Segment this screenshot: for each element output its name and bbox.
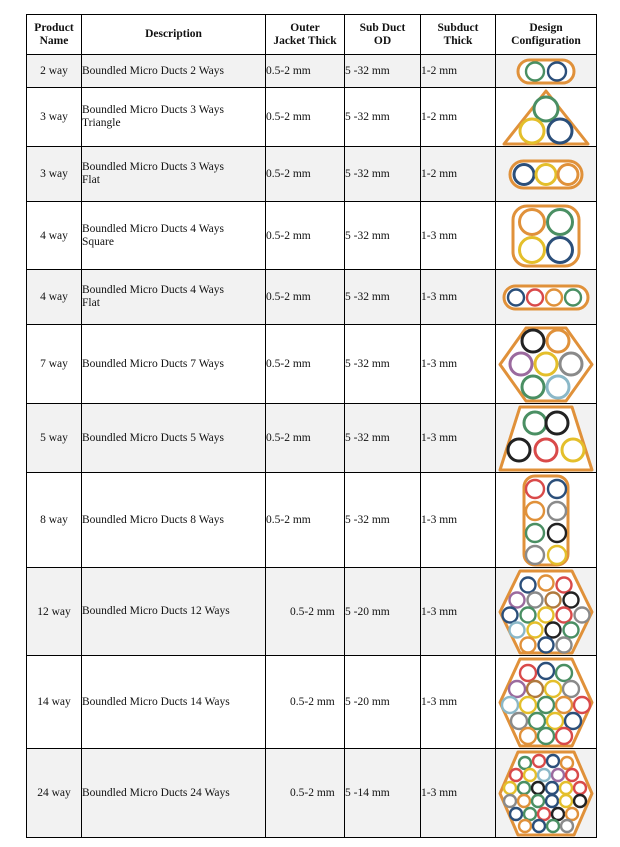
header-product-name: Product Name (27, 15, 82, 55)
table-row (27, 325, 597, 404)
description: Boundled Micro Ducts 3 Ways Flat (82, 147, 266, 202)
subduct-circle (560, 353, 582, 375)
table-row (27, 656, 597, 749)
sub-duct-od: 5 -32 mm (345, 147, 421, 202)
subduct-circle (508, 439, 530, 461)
subduct-circle (527, 289, 543, 305)
subduct-circle (548, 524, 566, 542)
subduct-circle (526, 546, 544, 564)
subduct-circle (557, 637, 572, 652)
subduct-circle (532, 782, 544, 794)
sub-duct-od: 5 -32 mm (345, 88, 421, 147)
subduct-circle (574, 782, 586, 794)
product-name: 7 way (27, 325, 82, 404)
sub-duct-od: 5 -32 mm (345, 325, 421, 404)
subduct-circle (502, 697, 518, 713)
header-description: Description (82, 15, 266, 55)
subduct-circle (561, 757, 573, 769)
subduct-circle (510, 769, 522, 781)
table-row (27, 473, 597, 568)
subduct-circle (511, 713, 527, 729)
table-row (27, 147, 597, 202)
product-name: 5 way (27, 404, 82, 473)
table-row (27, 202, 597, 270)
subduct-circle (557, 577, 572, 592)
subduct-circle (520, 209, 545, 234)
header-sub-duct-od: Sub Duct OD (345, 15, 421, 55)
description: Boundled Micro Ducts 5 Ways (82, 404, 266, 473)
subduct-circle (547, 376, 569, 398)
table-row (27, 55, 597, 88)
subduct-circle (514, 164, 534, 184)
subduct-circle (562, 439, 584, 461)
description: Boundled Micro Ducts 14 Ways (82, 656, 266, 749)
subduct-circle (520, 119, 544, 143)
subduct-circle (526, 62, 544, 80)
subduct-circle (538, 769, 550, 781)
outer-jacket-thick: 0.5-2 mm (266, 656, 345, 749)
duct-config-diagram (498, 569, 594, 655)
subduct-circle (504, 795, 516, 807)
header-subduct-thick: Subduct Thick (421, 15, 496, 55)
description: Boundled Micro Ducts 12 Ways (82, 568, 266, 656)
product-name: 4 way (27, 270, 82, 325)
subduct-circle (548, 480, 566, 498)
subduct-circle (526, 502, 544, 520)
design-configuration-cell (496, 568, 597, 656)
subduct-circle (520, 697, 536, 713)
subduct-circle (503, 607, 518, 622)
subduct-circle (556, 728, 572, 744)
subduct-circle (556, 665, 572, 681)
subduct-circle (521, 637, 536, 652)
product-name: 4 way (27, 202, 82, 270)
subduct-circle (566, 769, 578, 781)
sub-duct-od: 5 -32 mm (345, 473, 421, 568)
description: Boundled Micro Ducts 8 Ways (82, 473, 266, 568)
subduct-circle (508, 289, 524, 305)
outer-jacket-thick: 0.5-2 mm (266, 325, 345, 404)
duct-config-diagram (498, 750, 594, 837)
subduct-circle (538, 808, 550, 820)
design-configuration-cell (496, 88, 597, 147)
subduct-circle (558, 164, 578, 184)
outer-jacket-thick: 0.5-2 mm (266, 270, 345, 325)
sub-duct-od: 5 -20 mm (345, 568, 421, 656)
subduct-circle (545, 681, 561, 697)
subduct-circle (535, 353, 557, 375)
subduct-circle (548, 209, 573, 234)
subduct-circle (536, 164, 556, 184)
subduct-circle (524, 808, 536, 820)
subduct-circle (546, 289, 562, 305)
subduct-circle (547, 713, 563, 729)
subduct-circle (560, 782, 572, 794)
table-row (27, 88, 597, 147)
product-name: 14 way (27, 656, 82, 749)
subduct-circle (539, 575, 554, 590)
description: Boundled Micro Ducts 4 Ways Flat (82, 270, 266, 325)
subduct-circle (574, 795, 586, 807)
design-configuration-cell (496, 325, 597, 404)
duct-config-diagram (498, 657, 594, 748)
outer-jacket-thick: 0.5-2 mm (266, 568, 345, 656)
design-configuration-cell (496, 147, 597, 202)
subduct-circle (548, 62, 566, 80)
subduct-circle (504, 782, 516, 794)
subduct-circle (522, 376, 544, 398)
design-configuration-cell (496, 404, 597, 473)
product-name: 12 way (27, 568, 82, 656)
duct-config-diagram (498, 203, 594, 269)
subduct-circle (529, 713, 545, 729)
subduct-circle (518, 795, 530, 807)
subduct-circle (539, 607, 554, 622)
table-row (27, 404, 597, 473)
product-name: 3 way (27, 147, 82, 202)
subduct-circle (520, 237, 545, 262)
design-configuration-cell (496, 656, 597, 749)
subduct-thick: 1-3 mm (421, 270, 496, 325)
design-configuration-cell (496, 202, 597, 270)
description: Boundled Micro Ducts 3 Ways Triangle (82, 88, 266, 147)
subduct-thick: 1-3 mm (421, 404, 496, 473)
sub-duct-od: 5 -32 mm (345, 202, 421, 270)
subduct-circle (539, 637, 554, 652)
subduct-circle (524, 769, 536, 781)
outer-jacket-thick: 0.5-2 mm (266, 404, 345, 473)
subduct-circle (534, 97, 558, 121)
subduct-circle (535, 439, 557, 461)
subduct-circle (574, 697, 590, 713)
sub-duct-od: 5 -32 mm (345, 404, 421, 473)
subduct-circle (510, 622, 525, 637)
subduct-circle (563, 681, 579, 697)
subduct-circle (548, 119, 572, 143)
product-name: 8 way (27, 473, 82, 568)
subduct-circle (548, 237, 573, 262)
duct-config-diagram (498, 56, 594, 87)
subduct-circle (546, 782, 558, 794)
subduct-thick: 1-3 mm (421, 656, 496, 749)
subduct-circle (552, 769, 564, 781)
subduct-circle (546, 592, 561, 607)
subduct-circle (552, 808, 564, 820)
subduct-circle (561, 820, 573, 832)
subduct-circle (538, 663, 554, 679)
subduct-circle (521, 577, 536, 592)
table-row (27, 568, 597, 656)
subduct-circle (533, 820, 545, 832)
subduct-circle (560, 795, 572, 807)
duct-config-diagram (498, 148, 594, 201)
design-configuration-cell (496, 270, 597, 325)
duct-config-diagram (498, 474, 594, 567)
subduct-circle (518, 782, 530, 794)
sub-duct-od: 5 -14 mm (345, 749, 421, 838)
subduct-circle (520, 665, 536, 681)
subduct-circle (519, 820, 531, 832)
duct-config-diagram (498, 89, 594, 146)
subduct-circle (526, 524, 544, 542)
subduct-circle (566, 808, 578, 820)
sub-duct-od: 5 -20 mm (345, 656, 421, 749)
subduct-circle (533, 755, 545, 767)
design-configuration-cell (496, 55, 597, 88)
subduct-thick: 1-3 mm (421, 202, 496, 270)
description: Boundled Micro Ducts 7 Ways (82, 325, 266, 404)
product-name: 3 way (27, 88, 82, 147)
subduct-thick: 1-2 mm (421, 88, 496, 147)
subduct-circle (510, 808, 522, 820)
subduct-circle (548, 502, 566, 520)
outer-jacket-thick: 0.5-2 mm (266, 202, 345, 270)
subduct-circle (509, 681, 525, 697)
design-configuration-cell (496, 749, 597, 838)
subduct-circle (546, 795, 558, 807)
subduct-circle (538, 697, 554, 713)
subduct-circle (528, 622, 543, 637)
table-row (27, 270, 597, 325)
subduct-circle (510, 353, 532, 375)
sub-duct-od: 5 -32 mm (345, 270, 421, 325)
subduct-circle (547, 330, 569, 352)
subduct-circle (565, 713, 581, 729)
description: Boundled Micro Ducts 2 Ways (82, 55, 266, 88)
header-row (27, 15, 597, 55)
subduct-circle (547, 820, 559, 832)
outer-jacket-thick: 0.5-2 mm (266, 55, 345, 88)
outer-jacket-thick: 0.5-2 mm (266, 473, 345, 568)
description: Boundled Micro Ducts 24 Ways (82, 749, 266, 838)
subduct-circle (527, 681, 543, 697)
subduct-circle (510, 592, 525, 607)
header-design-configuration: Design Configuration (496, 15, 597, 55)
subduct-circle (565, 289, 581, 305)
subduct-thick: 1-3 mm (421, 473, 496, 568)
subduct-thick: 1-3 mm (421, 568, 496, 656)
duct-config-diagram (498, 326, 594, 403)
subduct-circle (548, 546, 566, 564)
duct-config-diagram (498, 405, 594, 472)
subduct-circle (564, 592, 579, 607)
subduct-circle (546, 622, 561, 637)
description: Boundled Micro Ducts 4 Ways Square (82, 202, 266, 270)
subduct-circle (519, 757, 531, 769)
outer-jacket-thick: 0.5-2 mm (266, 749, 345, 838)
product-spec-table (26, 14, 597, 838)
subduct-thick: 1-2 mm (421, 55, 496, 88)
subduct-circle (526, 480, 544, 498)
subduct-circle (564, 622, 579, 637)
table-row (27, 749, 597, 838)
subduct-circle (520, 728, 536, 744)
subduct-circle (532, 795, 544, 807)
subduct-thick: 1-3 mm (421, 749, 496, 838)
subduct-circle (524, 412, 546, 434)
header-outer-jacket-thick: Outer Jacket Thick (266, 15, 345, 55)
subduct-circle (546, 412, 568, 434)
design-configuration-cell (496, 473, 597, 568)
subduct-circle (557, 607, 572, 622)
outer-jacket-thick: 0.5-2 mm (266, 147, 345, 202)
subduct-circle (547, 755, 559, 767)
outer-jacket-thick: 0.5-2 mm (266, 88, 345, 147)
product-name: 2 way (27, 55, 82, 88)
duct-config-diagram (498, 271, 594, 324)
subduct-circle (522, 330, 544, 352)
subduct-circle (556, 697, 572, 713)
subduct-thick: 1-2 mm (421, 147, 496, 202)
sub-duct-od: 5 -32 mm (345, 55, 421, 88)
subduct-circle (575, 607, 590, 622)
subduct-circle (521, 607, 536, 622)
subduct-circle (528, 592, 543, 607)
subduct-thick: 1-3 mm (421, 325, 496, 404)
subduct-circle (538, 728, 554, 744)
product-name: 24 way (27, 749, 82, 838)
